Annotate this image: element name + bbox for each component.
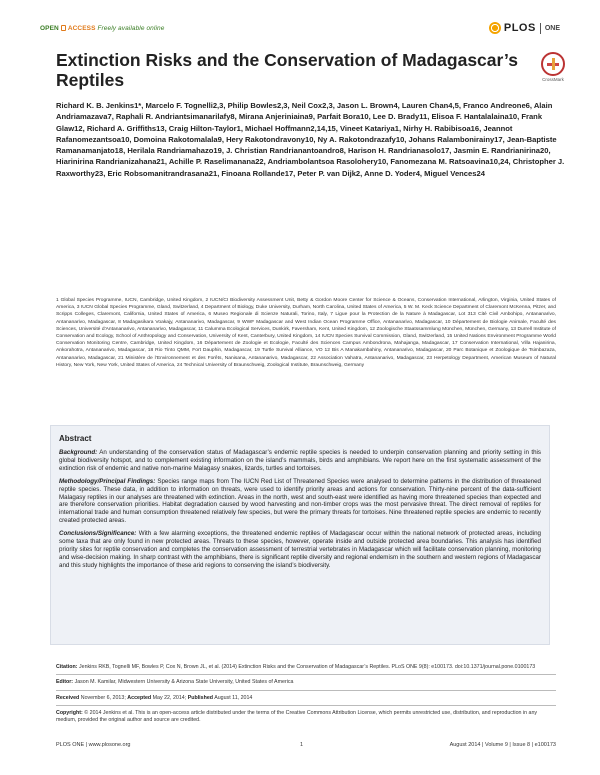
accepted-date: May 22, 2014;	[152, 694, 187, 701]
article-title: Extinction Risks and the Conservation of Madagascar’s Reptiles	[56, 50, 518, 90]
citation-label: Citation:	[56, 664, 78, 670]
footer-journal: PLOS ONE | www.plosone.org	[56, 742, 131, 748]
crossmark-label: CrossMark	[542, 77, 564, 82]
published-date: August 11, 2014	[214, 694, 253, 701]
abstract-methods	[59, 478, 541, 525]
abstract-box	[50, 425, 550, 645]
citation-row	[56, 664, 556, 671]
article-metadata	[56, 664, 556, 727]
background-label: Background:	[59, 449, 98, 456]
editor-text: Jason M. Kamilar, Midwestern University & Arizona State University, United States of America	[74, 679, 294, 686]
copyright-label: Copyright:	[56, 709, 83, 716]
author-list: Richard K. B. Jenkins1*, Marcelo F. Tognelli2,3, Philip Bowles2,3, Neil Cox2,3, Jason L. Brown4, Lauren Chan4,5, Franco Andreone6, Alain Andriamazava7, Raphali R. Andriantsimanarilafy8, Mirana Anjeriniaina9, Parfait Bora10, Lee D. Brady11, Elisoa F. Hantalalaina10, Frank Glaw12, Richard A. Griffiths13, Craig Hilton-Taylor1, Michael Hoffmann2,14,15, Vineet Katariya1, Nirhy H. Rabibisoa16, Jeannot Rafanomezantsoa10, Domoina Rakotomalala9, Hery Rakotondravony10, Ny A. Rakotondrazafy10, Johans Ralambonirainy17, Jean-Baptiste Ramanamanjato18, Herilala Randriamahazo19, J. Christian Randrianantoandro8, Harison H. Randrianasolo17, Jasmin E. Randrianirina20, Hiarinirina Randrianizahana21, Achille P. Raselimanana22, Andriambolantsoa Rasolohery10, Fanomezana M. Ratsoavina10,24, Christopher J. Raxworthy23, Eric Robsomanitrandrasana21, Finoana Rollande17, Peter P. van Dijk2, Anne D. Yoder4, Miguel Vences24	[56, 101, 565, 178]
published-label: Published	[187, 694, 213, 701]
dates-row	[56, 695, 556, 702]
meta-divider	[56, 674, 556, 675]
access-label: ACCESS	[67, 25, 96, 32]
open-label: OPEN	[40, 25, 59, 32]
page-footer	[56, 742, 556, 750]
abstract-background	[59, 449, 541, 473]
footer-issue: August 2014 | Volume 9 | Issue 8 | e100173	[449, 742, 556, 748]
affiliations: 1 Global Species Programme, IUCN, Cambridge, United Kingdom, 2 IUCN/CI Biodiversity Assessment Unit, Betty & Gordon Moore Center for Science & Oceans, Conservation International, Arlington, Virginia, United States of America, 3 IUCN Global Species Programme, Gland, Switzerland, 4 Department of Biology, Duke University, Durham, North Carolina, United States of America, 5 W. M. Keck Science Department of Claremont McKenna, Pitzer, and Scripps Colleges, Claremont, California, United States of America, 6 Museo Regionale di Scienze Naturali, Torino, Italy, 7 Ligue pour la Protection de la Nature à Madagascar, Lot 313 Cité Civil Ambohipo, Antananarivo, Antananarivo, Madagascar, 8 Madagasikara Voakajy, Antananarivo, Madagascar, 9 WWF Madagascar and West Indian Ocean Programme Office, Antananarivo, Madagascar, 10 Département de Biologie Animale, Faculté des Sciences, Université d’Antananarivo, Antananarivo, Madagascar, 11 Calumma Ecological Services, Dunkirk, Faversham, Kent, United Kingdom, 12 Zoologische Staatssammlung München, München, Germany, 13 Durrell Institute of Conservation and Ecology, School of Anthropology and Conservation, University of Kent, Canterbury, United Kingdom, 14 IUCN Species Survival Commission, Gland, Switzerland, 15 United Nations Environment Programme World Conservation Monitoring Centre, Cambridge, United Kingdom, 16 Département de Zoologie et Ecologie, Faculté des Sciences Campus Ambondrona, Mahajanga, Madagascar, 17 Conservation International, Villa Hajanirina, Ankorahotra, Antananarivo, Madagascar, 18 Rio Tinto QMM, Fort Dauphin, Madagascar, 19 Turtle Survival Alliance, VO 12 Bis A Manakambahiny, Antananarivo, Madagascar, 20 Parc Botanique et Zoologique de Tsimbazaza, Antananarivo, Madagascar, 21 Ministère de l’Environnement et des Forêts, Nanisana, Antananarivo, Madagascar, 22 Association Vahatra, Antananarivo, Madagascar, 23 Herpetology Department, American Museum of Natural History, New York, New York, United States of America, 24 Technical University of Braunschweig, Zoological Institute, Braunschweig, Germany	[56, 298, 556, 368]
editor-row	[56, 679, 556, 686]
methods-label: Methodology/Principal Findings:	[59, 477, 156, 485]
citation-text: Jenkins RKB, Tognelli MF, Bowles P, Cox N, Brown JL, et al. (2014) Extinction Risks and the Conservation of Madagascar’s Reptiles. PLoS ONE 9(8): e100173. doi:10.1371/journal.pone.0100173	[78, 664, 536, 670]
open-access-banner	[40, 25, 164, 32]
journal-header	[40, 22, 560, 38]
editor-label: Editor:	[56, 679, 74, 686]
crossmark-icon	[541, 52, 565, 76]
plos-sun-icon	[489, 22, 501, 34]
background-text: An understanding of the conservation status of Madagascar’s endemic reptile species is needed to underpin conservation planning and priority setting in this global biodiversity hotspot, and to complement existing information on the island’s mammals, birds and amphibians. We report here on the first systematic assessment of the extinction risk of endemic and native non-marine Malagasy snakes, lizards, turtles and tortoises.	[59, 449, 541, 472]
conclusions-text: With a few alarming exceptions, the threatened endemic reptiles of Madagascar occur within the national network of protected areas, including some taxa that are only found in new protected areas. Threats to these species, however, operate inside and outside protected area boundaries. This analysis has identified priority sites for reptile conservation and completes the conservation assessment of terrestrial vertebrates in Madagascar which will facilitate conservation planning, monitoring and wise-decision making. In sharp contrast with the amphibians, there is significant reptile diversity and regional endemism in the southern and western regions of Madagascar and this study highlights the importance of these arid regions to conserving the island’s biodiversity.	[59, 530, 541, 569]
page-number: 1	[300, 742, 304, 748]
abstract-heading: Abstract	[59, 434, 92, 443]
copyright-row	[56, 710, 556, 725]
logo-plos-text: PLOS	[503, 22, 536, 34]
accepted-label: Accepted	[127, 694, 152, 701]
received-label: Received	[56, 694, 80, 701]
meta-divider	[56, 690, 556, 691]
logo-one-text: ONE	[544, 24, 560, 32]
methods-text: Species range maps from The IUCN Red List of Threatened Species were analysed to determine patterns in the distribution of threatened reptile species. These data, in addition to information on threats, were used to identify priority areas and actions for conservation. Thirty-nine percent of the data-sufficient Malagasy reptiles in our analyses are threatened with extinction. Areas in the north, west and south-east were identified as having more threatened species than expected and are therefore conservation priorities. Habitat degradation caused by wood harvesting and non-timber crops was the most pervasive threat. The direct removal of reptiles for international trade and human consumption threatened relatively few species, but were the primary threats for tortoises. Nine threatened reptile species are endemic to recently created protected areas.	[59, 477, 541, 525]
copyright-text: © 2014 Jenkins et al. This is an open-access article distributed under the terms of the Creative Commons Attribution License, which permits unrestricted use, distribution, and reproduction in any medium, provided the original author and source are credited.	[56, 709, 538, 724]
plos-one-logo	[489, 22, 560, 34]
crossmark-badge[interactable]	[538, 52, 568, 82]
abstract-conclusions	[59, 530, 541, 570]
logo-divider	[540, 23, 541, 34]
received-date: November 6, 2013;	[80, 694, 126, 701]
meta-divider	[56, 705, 556, 706]
open-lock-icon	[61, 25, 66, 31]
freely-available-label: Freely available online	[97, 25, 165, 32]
conclusions-label: Conclusions/Significance:	[59, 530, 137, 538]
